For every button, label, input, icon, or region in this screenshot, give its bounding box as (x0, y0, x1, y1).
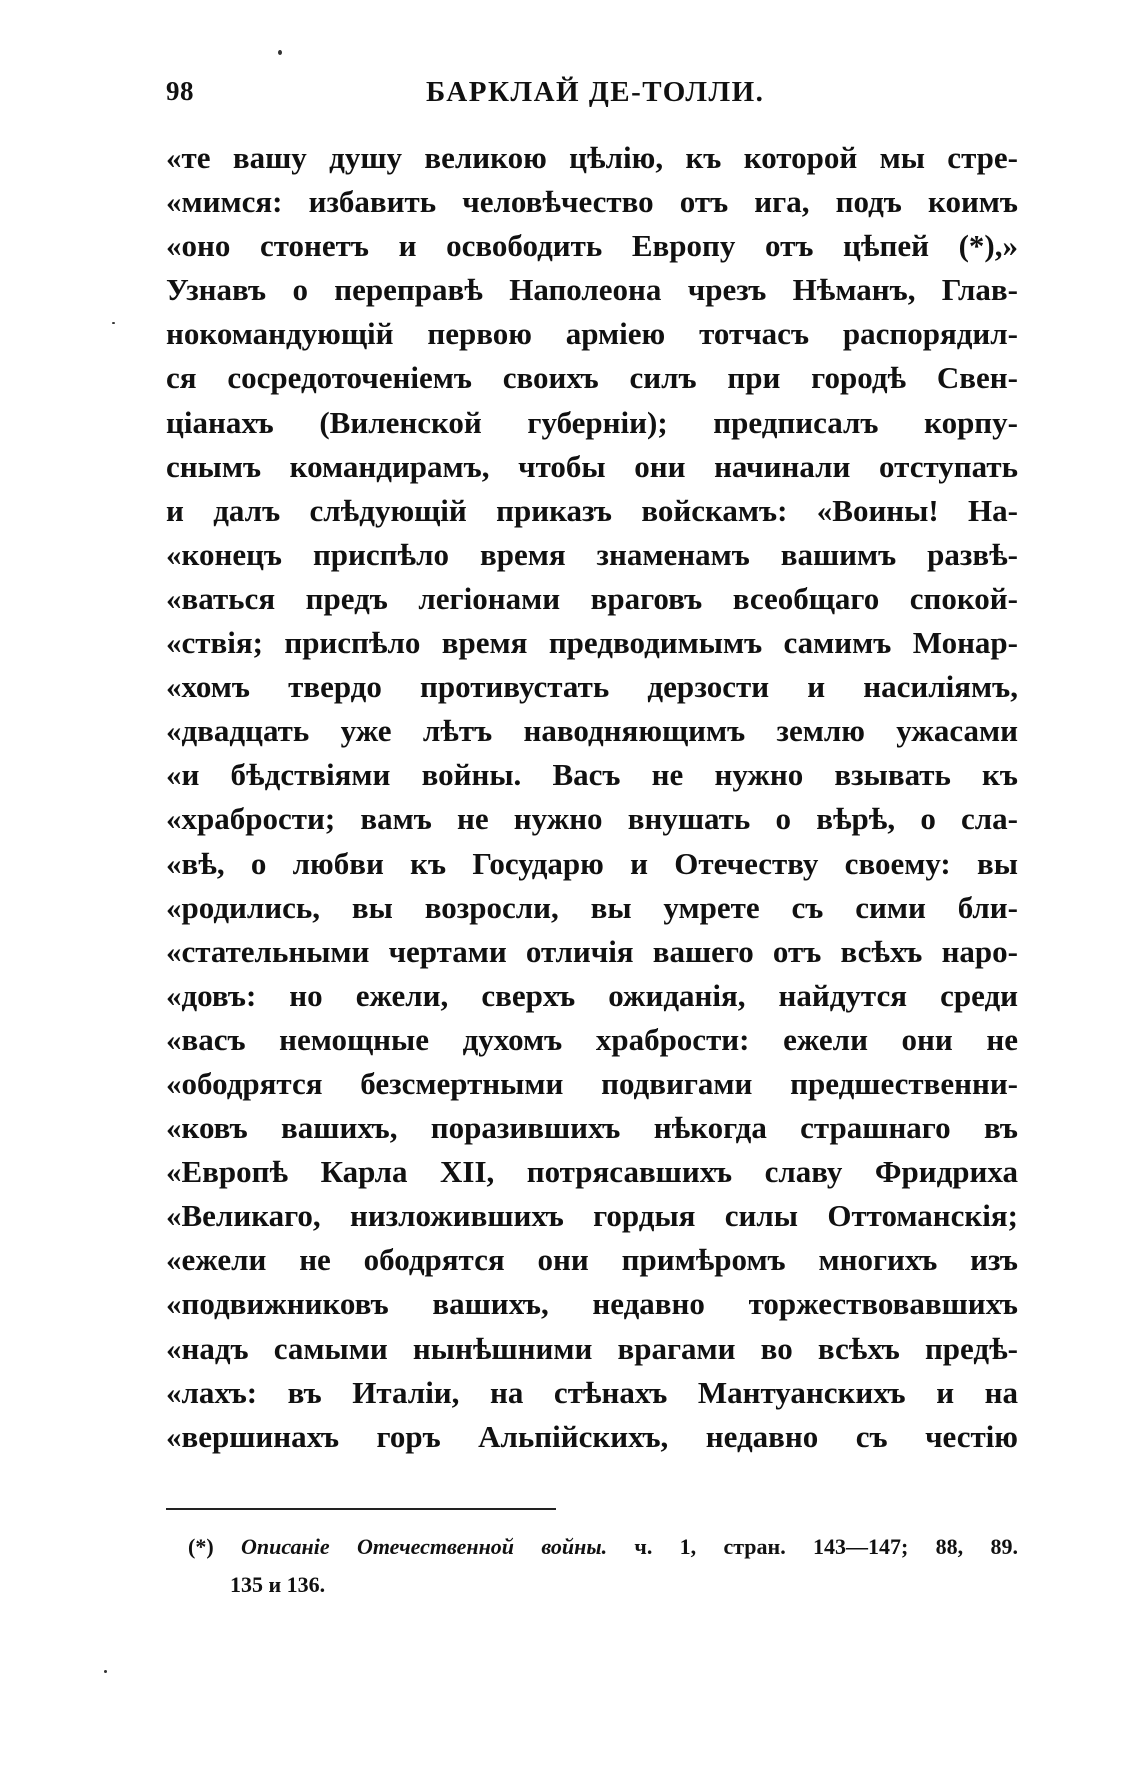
scan-speck (112, 322, 115, 324)
text-line: «надъ самыми нынѣшними врагами во всѣхъ предѣ- (166, 1330, 1018, 1366)
text-line: «ковъ вашихъ, поразившихъ нѣкогда страшнаго въ (166, 1110, 1018, 1146)
footnote (188, 1528, 1018, 1604)
text-line: Узнавъ о переправѣ Наполеона чрезъ Нѣманъ, Глав- (166, 272, 1018, 308)
text-line: нокомандующiй первою армiею тотчасъ распорядил- (166, 316, 1018, 352)
text-line: «вѣ, о любви къ Государю и Отечеству своему: вы (166, 845, 1018, 881)
footnote-marker: (*) (188, 1534, 214, 1559)
text-line: «довъ: но ежели, сверхъ ожиданiя, найдутся среди (166, 977, 1018, 1013)
text-line: «лахъ: въ Италiи, на стѣнахъ Мантуанскихъ и на (166, 1374, 1018, 1410)
text-line: «стательными чертами отличiя вашего отъ всѣхъ наро- (166, 933, 1018, 969)
page-number: 98 (166, 76, 194, 106)
text-line: «двадцать уже лѣтъ наводняющимъ землю ужасами (166, 713, 1018, 749)
text-line: ся сосредоточенiемъ своихъ силъ при городѣ Свен- (166, 360, 1018, 396)
body-text (166, 136, 1018, 1459)
text-line: «васъ немощные духомъ храбрости: ежели они не (166, 1021, 1018, 1057)
footnote-line-2: 135 и 136. (230, 1572, 326, 1597)
running-head: БАРКЛАЙ ДЕ-ТОЛЛИ. (426, 76, 765, 108)
footnote-citation: ч. 1, стран. 143—147; 88, 89. (634, 1534, 1019, 1559)
text-line: «хомъ твердо противустать дерзости и насилiямъ, (166, 669, 1018, 705)
page-header (166, 76, 1016, 116)
scan-speck (104, 1670, 107, 1673)
text-line: снымъ командирамъ, чтобы они начинали отступать (166, 448, 1018, 484)
text-line: «те вашу душу великою цѣлiю, къ которой мы стре- (166, 140, 1018, 175)
footnote-divider (166, 1508, 556, 1510)
text-line: «оно стонетъ и освободить Европу отъ цѣпей (*),» (166, 228, 1018, 264)
text-line: цiанахъ (Виленской губернiи); предписалъ корпу- (166, 404, 1018, 440)
text-line: «Европѣ Карла XII, потрясавшихъ славу Фридриха (166, 1154, 1018, 1190)
text-line: «вершинахъ горъ Альпiйскихъ, недавно съ честiю (166, 1418, 1018, 1454)
text-line: «подвижниковъ вашихъ, недавно торжествовавшихъ (166, 1286, 1018, 1322)
text-line: «ободрятся безсмертными подвигами предшественни- (166, 1065, 1018, 1101)
text-line: «Великаго, низложившихъ гордыя силы Оттоманскiя; (166, 1198, 1018, 1234)
text-line: «ствiя; приспѣло время предводимымъ самимъ Монар- (166, 625, 1018, 661)
text-line: «родились, вы возросли, вы умрете съ сими бли- (166, 889, 1018, 925)
text-line: «и бѣдствiями войны. Васъ не нужно взывать къ (166, 757, 1018, 793)
scan-speck (278, 50, 282, 55)
footnote-source-title: Описанiе Отечественной войны. (240, 1534, 608, 1559)
text-line: «ваться предъ легiонами враговъ всеобщаго спокой- (166, 580, 1018, 616)
footnote-line-1 (188, 1528, 1018, 1566)
text-line: и далъ слѣдующiй приказъ войскамъ: «Воины! На- (166, 492, 1018, 528)
text-line: «мимся: избавить человѣчество отъ ига, подъ коимъ (166, 184, 1018, 220)
text-line: «конецъ приспѣло время знаменамъ вашимъ развѣ- (166, 536, 1018, 572)
text-line: «ежели не ободрятся они примѣромъ многихъ изъ (166, 1242, 1018, 1278)
text-line: «храбрости; вамъ не нужно внушать о вѣрѣ, о сла- (166, 801, 1018, 837)
